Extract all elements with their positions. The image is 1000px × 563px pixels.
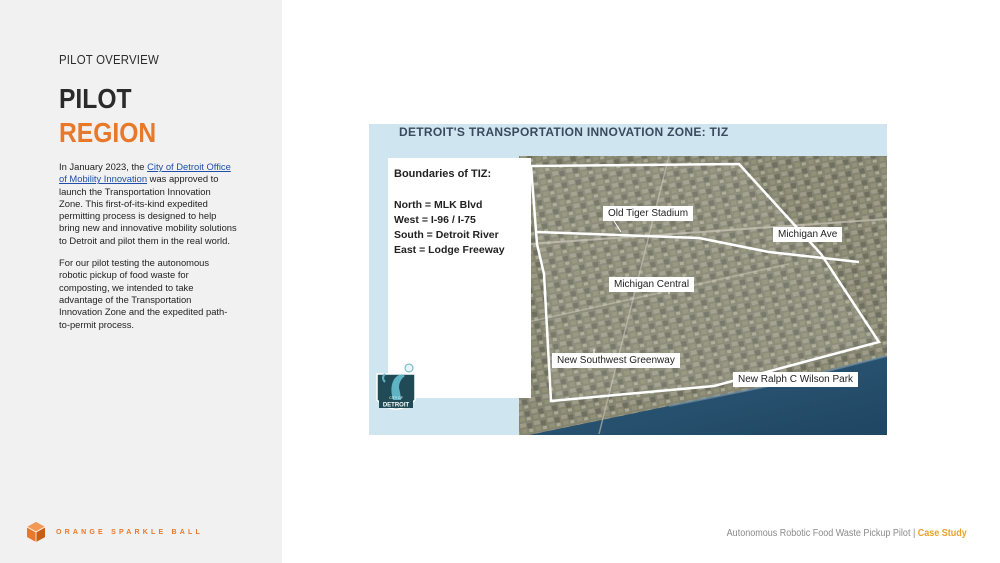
paragraph-2: For our pilot testing the autonomous robotic pickup of food waste for composting, we intended to take advantage of the Transportation Innovation Zone and the expedited path-to-permit process.	[59, 257, 228, 330]
footer-case-study: Case Study	[917, 528, 967, 539]
brand-name: ORANGE SPARKLE BALL	[56, 528, 204, 536]
boundary-west: West = I-96 / I-75	[394, 214, 476, 226]
para1-after: was approved to launch the Transportation Innovation Zone. This first-of-its-kind expedited permitting process is designed to help bring new and innovative mobility solutions to Detroit and pilot them in the real world.	[59, 173, 237, 246]
seal-top-text: CITY OF	[389, 396, 403, 400]
body-text	[59, 161, 237, 341]
seal-name-text: DETROIT	[382, 402, 410, 409]
section-label: PILOT OVERVIEW	[59, 52, 159, 67]
title-line-1: PILOT	[59, 83, 132, 114]
brand-logo	[26, 521, 203, 543]
hexagon-cube-icon	[26, 521, 46, 543]
para1-before: In January 2023, the	[59, 161, 148, 172]
boundary-east: East = Lodge Freeway	[394, 244, 505, 256]
tiz-map-image	[369, 124, 887, 435]
boundaries-list	[394, 198, 505, 258]
callout-ralph-wilson-park: New Ralph C Wilson Park	[733, 372, 858, 387]
boundary-north: North = MLK Blvd	[394, 199, 483, 211]
city-of-detroit-seal-icon	[371, 356, 421, 420]
callout-old-tiger-stadium: Old Tiger Stadium	[603, 206, 693, 221]
paragraph-1	[59, 161, 237, 247]
title-line-2: REGION	[59, 117, 157, 148]
callout-michigan-ave: Michigan Ave	[773, 227, 842, 242]
footer-doc-title: Autonomous Robotic Food Waste Pickup Pilot	[726, 528, 911, 539]
callout-michigan-central: Michigan Central	[609, 277, 694, 292]
map-title: DETROIT'S TRANSPORTATION INNOVATION ZONE: TIZ	[399, 125, 729, 139]
mobility-innovation-link[interactable]: City of Detroit Office of Mobility Innovation	[59, 161, 231, 185]
footer-separator: |	[910, 528, 918, 539]
page-title	[59, 82, 156, 150]
boundaries-heading: Boundaries of TIZ:	[394, 168, 492, 180]
callout-new-southwest-greenway: New Southwest Greenway	[552, 353, 680, 368]
footer	[727, 528, 967, 539]
boundary-south: South = Detroit River	[394, 229, 499, 241]
